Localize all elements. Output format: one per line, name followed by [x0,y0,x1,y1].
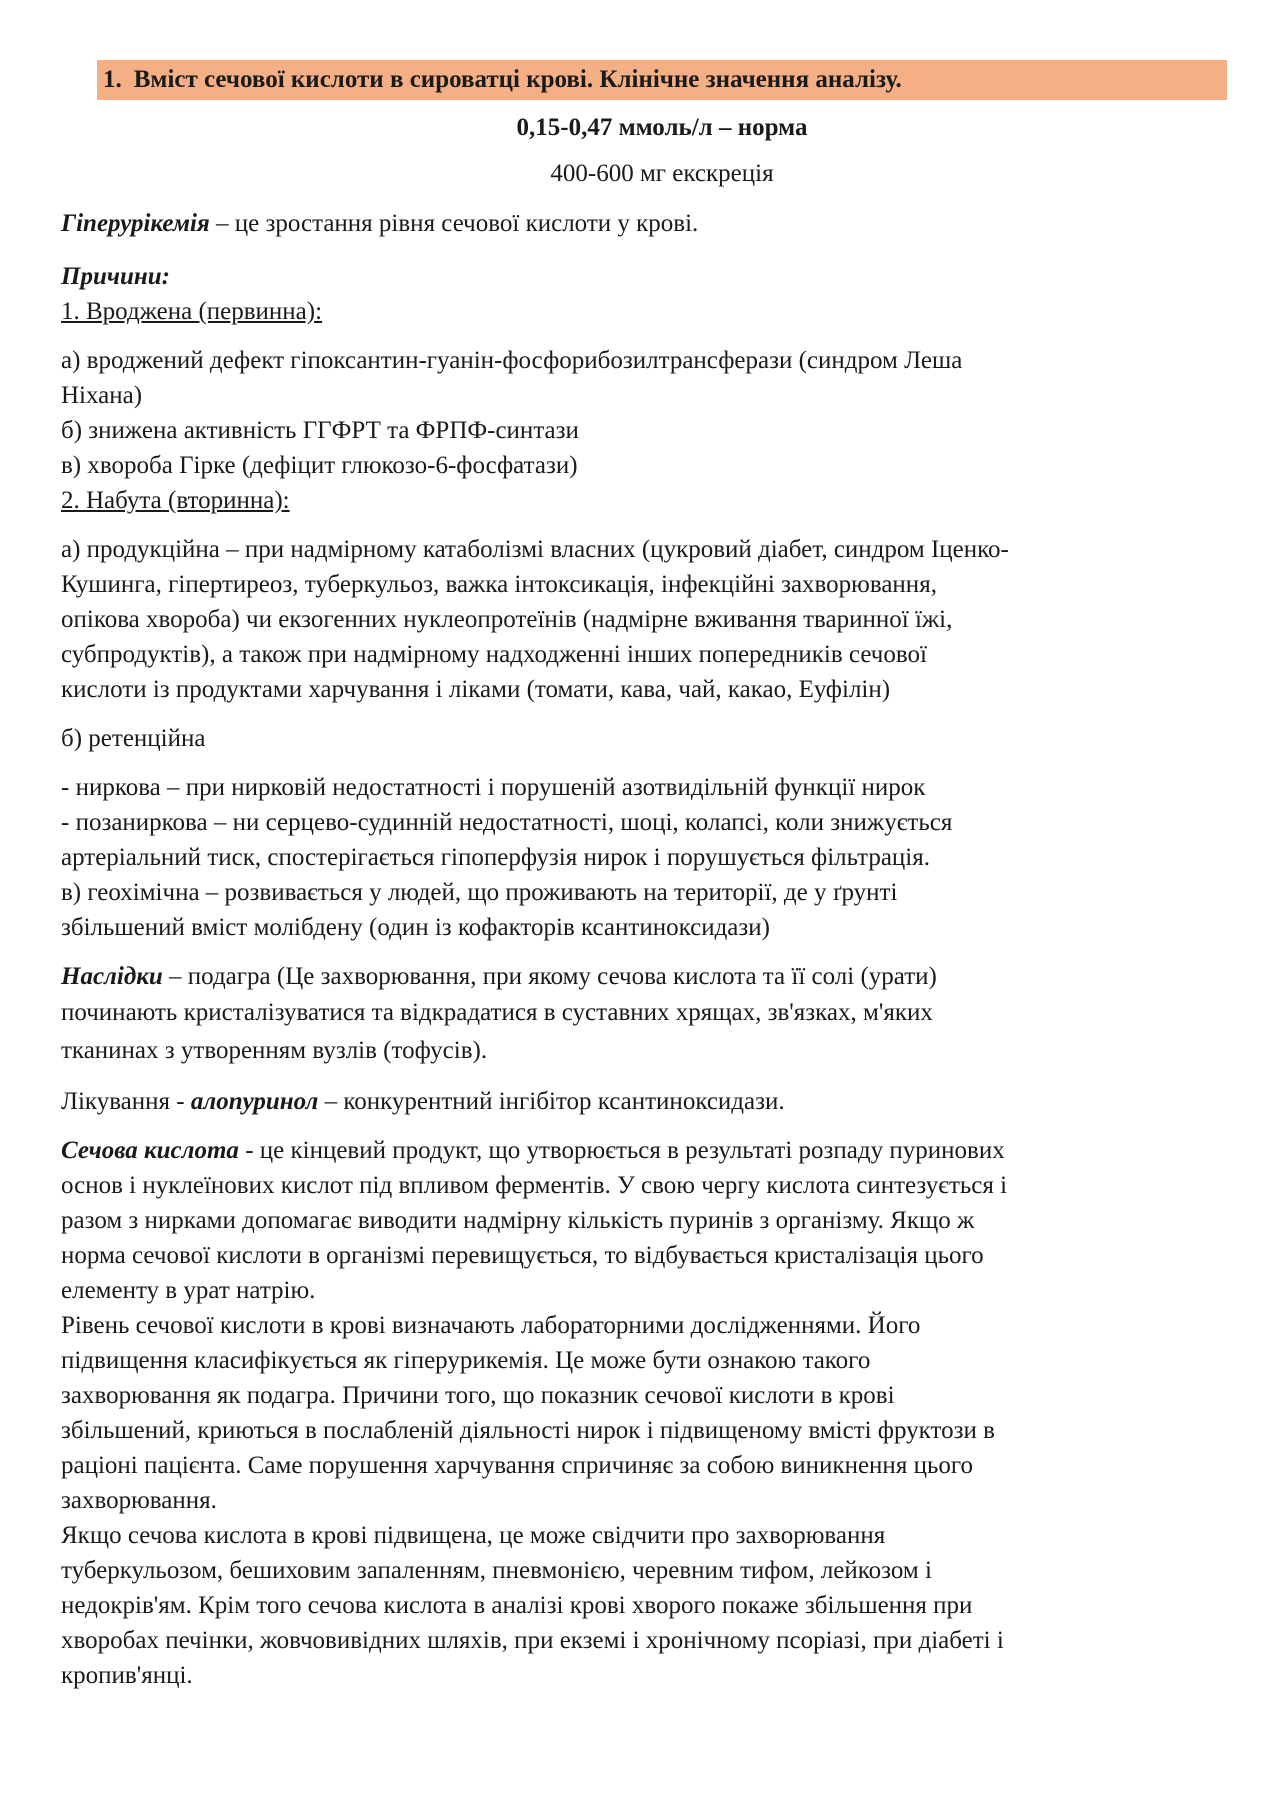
consequences-line1 [61,959,1231,994]
section-heading [97,60,1227,100]
uric-acid-text: - це кінцевий продукт, що утворюється в результаті розпаду пуринових [238,1137,1005,1164]
consequences-line3: тканинах з утворенням вузлів (тофусів). [61,1037,488,1064]
uric-acid-term: Сечова кислота [61,1137,239,1164]
congenital-c: в) хвороба Гірке (дефіцит глюкозо-6-фосфатази) [61,452,578,479]
congenital-a-line1: а) вроджений дефект гіпоксантин-гуанін-фосфорибозилтрансферази (синдром Леша [61,347,963,374]
excretion-value: 400-600 мг екскреція [550,160,774,187]
uric-line: Якщо сечова кислота в крові підвищена, це може свідчити про захворювання [61,1522,886,1549]
acquired-b-line: - позаниркова – ни серцево-судинній недостатності, шоці, колапсі, коли знижується [61,809,953,836]
hyperuricemia-definition [61,206,1231,241]
uric-line: основ і нуклеїнових кислот під впливом ферментів. У свою чергу кислота синтезується і [61,1172,1008,1199]
acquired-b-line: в) геохімічна – розвивається у людей, що проживають на території, де у ґрунті [61,879,898,906]
acquired-b-line: артеріальний тиск, спостерігається гіпоперфузія нирок і порушується фільтрація. [61,844,930,871]
acquired-title: 2. Набута (вторинна): [61,487,290,514]
uric-line: захворювання як подагра. Причини того, що показник сечової кислоти в крові [61,1382,895,1409]
document-page [61,60,1231,1693]
uric-line: Рівень сечової кислоти в крові визначають лабораторними дослідженнями. Його [61,1312,921,1339]
uric-line: норма сечової кислоти в організмі перевищується, то відбувається кристалізація цього [61,1242,984,1269]
treatment-drug: алопуринол [190,1088,319,1115]
acquired-b-line: збільшений вміст молібдену (один із кофакторів ксантиноксидази) [61,914,770,941]
treatment-suffix: – конкурентний інгібітор ксантиноксидази. [318,1088,785,1115]
uric-line: елементу в урат натрію. [61,1277,316,1304]
uric-acid-line1 [61,1133,1231,1168]
uric-line: раціоні пацієнта. Саме порушення харчування спричиняє за собою виникнення цього [61,1452,973,1479]
acquired-a-line: а) продукційна – при надмірному катаболізмі власних (цукровий діабет, синдром Іценко- [61,536,1009,563]
norm-value: 0,15-0,47 ммоль/л – норма [516,114,808,141]
acquired-a-line: кислоти із продуктами харчування і ліками (томати, кава, чай, какао, Еуфілін) [61,676,891,703]
acquired-a-line: субпродуктів), а також при надмірному надходженні інших попередників сечової [61,641,927,668]
uric-line: підвищення класифікується як гіперурикемія. Це може бути ознакою такого [61,1347,871,1374]
causes-title: Причини: [61,263,170,290]
heading-title: Вміст сечової кислоти в сироватці крові. Клінічне значення аналізу. [133,66,902,93]
consequences-line2: починають кристалізуватися та відкрадатися в суставних хрящах, зв'язках, м'яких [61,999,933,1026]
acquired-a-line: Кушинга, гіпертиреоз, туберкульоз, важка інтоксикація, інфекційні захворювання, [61,571,937,598]
uric-line: збільшений, криються в послабленій діяльності нирок і підвищеному вмісті фруктози в [61,1417,995,1444]
acquired-b-line: - ниркова – при нирковій недостатності і порушеній азотвидільній функції нирок [61,774,926,801]
uric-line: разом з нирками допомагає виводити надмірну кількість пуринів з організму. Якщо ж [61,1207,975,1234]
consequences-term: Наслідки [61,963,163,990]
uric-line: недокрів'ям. Крім того сечова кислота в аналізі крові хворого покаже збільшення при [61,1592,973,1619]
treatment-line [61,1084,1231,1119]
uric-line: кропив'янці. [61,1662,193,1689]
hyperuricemia-term: Гіперурікемія [61,210,210,237]
acquired-a-line: опікова хвороба) чи екзогенних нуклеопротеїнів (надмірне вживання тваринної їжі, [61,606,953,633]
uric-line: туберкульозом, бешиховим запаленням, пневмонією, черевним тифом, лейкозом і [61,1557,932,1584]
acquired-b: б) ретенційна [61,725,206,752]
consequences-text: – подагра (Це захворювання, при якому сечова кислота та її солі (урати) [162,963,937,990]
hyperuricemia-text: – це зростання рівня сечової кислоти у крові. [209,210,699,237]
congenital-title: 1. Вроджена (первинна): [61,298,323,325]
uric-line: захворювання. [61,1487,217,1514]
congenital-a-line2: Ніхана) [61,382,143,409]
treatment-prefix: Лікування - [61,1088,191,1115]
uric-line: хворобах печінки, жовчовивідних шляхів, при екземі і хронічному псоріазі, при діабеті і [61,1627,1004,1654]
heading-number: 1. [103,66,122,93]
congenital-b: б) знижена активність ГГФРТ та ФРПФ-синтази [61,417,579,444]
